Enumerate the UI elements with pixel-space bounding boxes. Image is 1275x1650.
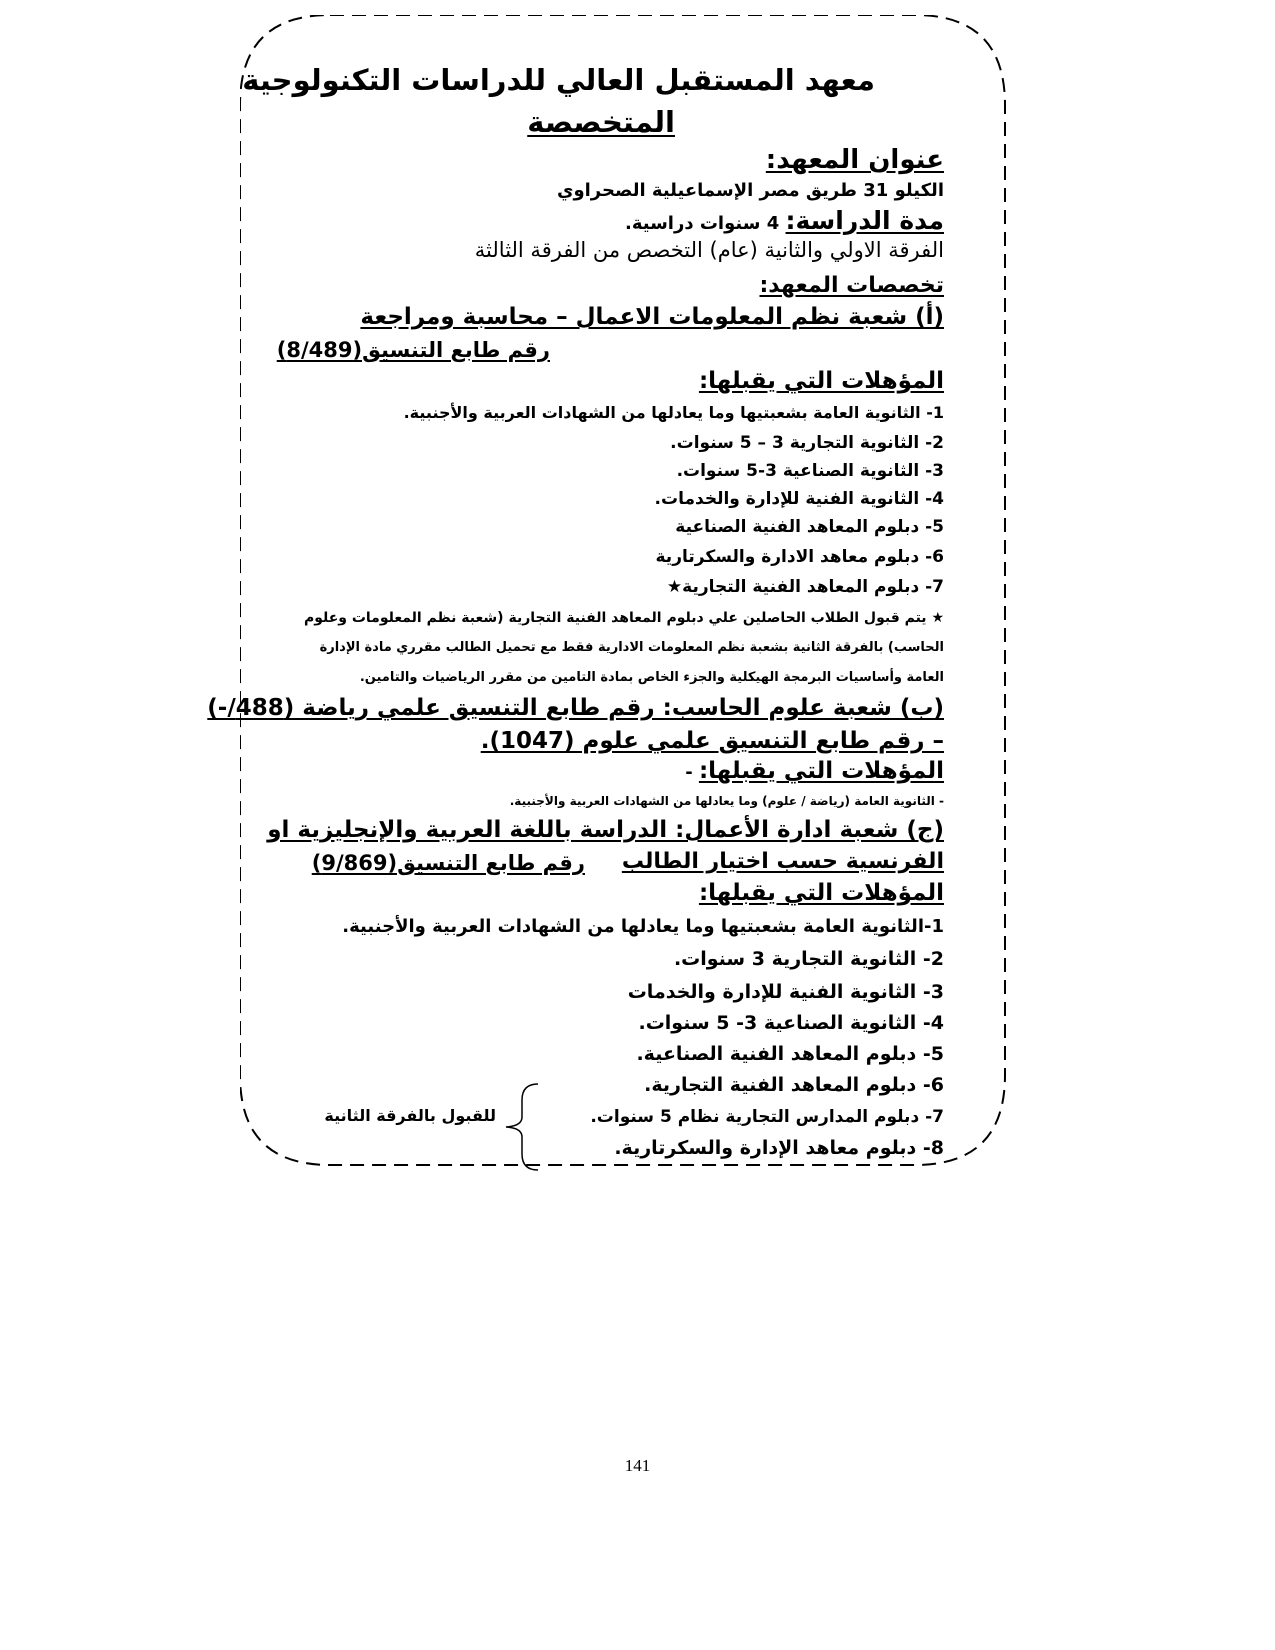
division-a-item: 6- دبلوم معاهد الادارة والسكرتارية: [655, 547, 944, 567]
division-c-item: 4- الثانوية الصناعية 3- 5 سنوات.: [638, 1012, 944, 1034]
division-a-note-line: ★ يتم قبول الطلاب الحاصلين علي دبلوم المعاهد الفنية التجارية (شعبة نظم المعلومات وعلوم: [303, 610, 944, 626]
division-c-item: 3- الثانوية الفنية للإدارة والخدمات: [627, 981, 944, 1003]
division-c-title-line1: (ج) شعبة ادارة الأعمال: الدراسة باللغة العربية والإنجليزية او: [267, 817, 944, 843]
duration-label: مدة الدراسة:: [785, 206, 944, 235]
division-b-qual-suffix: -: [685, 762, 699, 783]
division-b-title-line2: – رقم طابع التنسيق علمي علوم (1047).: [480, 728, 944, 754]
division-a-item: 2- الثانوية التجارية 3 – 5 سنوات.: [670, 433, 944, 453]
division-c-title-line2: الفرنسية حسب اختيار الطالب: [621, 849, 944, 874]
duration-line: [625, 208, 944, 233]
division-c-item: 5- دبلوم المعاهد الفنية الصناعية.: [636, 1043, 944, 1065]
division-a-item: 3- الثانوية الصناعية 3-5 سنوات.: [676, 461, 944, 481]
division-b-qual-label: المؤهلات التي يقبلها:: [698, 758, 944, 784]
division-c-item: 2- الثانوية التجارية 3 سنوات.: [673, 948, 944, 970]
division-a-title: (أ) شعبة نظم المعلومات الاعمال – محاسبة ومراجعة: [360, 304, 944, 330]
page-number: 141: [624, 1456, 651, 1475]
division-c-item: 8- دبلوم معاهد الإدارة والسكرتارية.: [614, 1137, 944, 1159]
division-c-coord: رقم طابع التنسيق(9/869): [311, 851, 585, 875]
division-a-item: 1- الثانوية العامة بشعبتيها وما يعادلها من الشهادات العربية والأجنبية.: [403, 403, 944, 422]
division-a-note-line: العامة وأساسيات البرمجة الهيكلية والجزء الخاص بمادة التامين من مقرر الرياضيات والتامين.: [359, 670, 944, 685]
division-c-item: 1-الثانوية العامة بشعبتيها وما يعادلها من الشهادات العربية والأجنبية.: [342, 916, 944, 937]
brace-note: للقبول بالفرقة الثانية: [324, 1106, 496, 1125]
division-b-title-line1: (ب) شعبة علوم الحاسب: رقم طابع التنسيق علمي رياضة (488/-): [207, 695, 944, 721]
division-b-item: - الثانوية العامة (رياضة / علوم) وما يعادلها من الشهادات العربية والأجنبية.: [509, 794, 944, 808]
address-value: الكيلو 31 طريق مصر الإسماعيلية الصحراوي: [556, 180, 944, 201]
division-a-item: 4- الثانوية الفنية للإدارة والخدمات.: [654, 489, 944, 509]
specializations-label: تخصصات المعهد:: [759, 273, 944, 298]
duration-note: الفرقة الاولي والثانية (عام) التخصص من الفرقة الثالثة: [474, 238, 944, 262]
division-a-qual-label: المؤهلات التي يقبلها:: [698, 368, 944, 394]
address-label: عنوان المعهد:: [765, 145, 944, 175]
division-c-item: 6- دبلوم المعاهد الفنية التجارية.: [644, 1074, 944, 1096]
division-b-qual-line: [685, 760, 944, 783]
division-a-coord: رقم طابع التنسيق(8/489): [276, 338, 550, 362]
institute-title-line1: معهد المستقبل العالي للدراسات التكنولوجية: [242, 63, 875, 97]
institute-title-line2: المتخصصة: [527, 105, 675, 139]
division-c-qual-label: المؤهلات التي يقبلها:: [698, 880, 944, 906]
division-a-note-line: الحاسب) بالفرقة الثانية بشعبة نظم المعلومات الادارية فقط مع تحميل الطالب مقرري مادة الإدارة: [319, 640, 944, 655]
division-a-item: 5- دبلوم المعاهد الفنية الصناعية: [675, 517, 944, 537]
curly-brace-icon: [500, 1082, 545, 1172]
division-a-item: 7- دبلوم المعاهد الفنية التجارية★: [666, 577, 944, 597]
duration-value: 4 سنوات دراسية.: [625, 213, 786, 234]
division-c-item: 7- دبلوم المدارس التجارية نظام 5 سنوات.: [590, 1107, 944, 1127]
